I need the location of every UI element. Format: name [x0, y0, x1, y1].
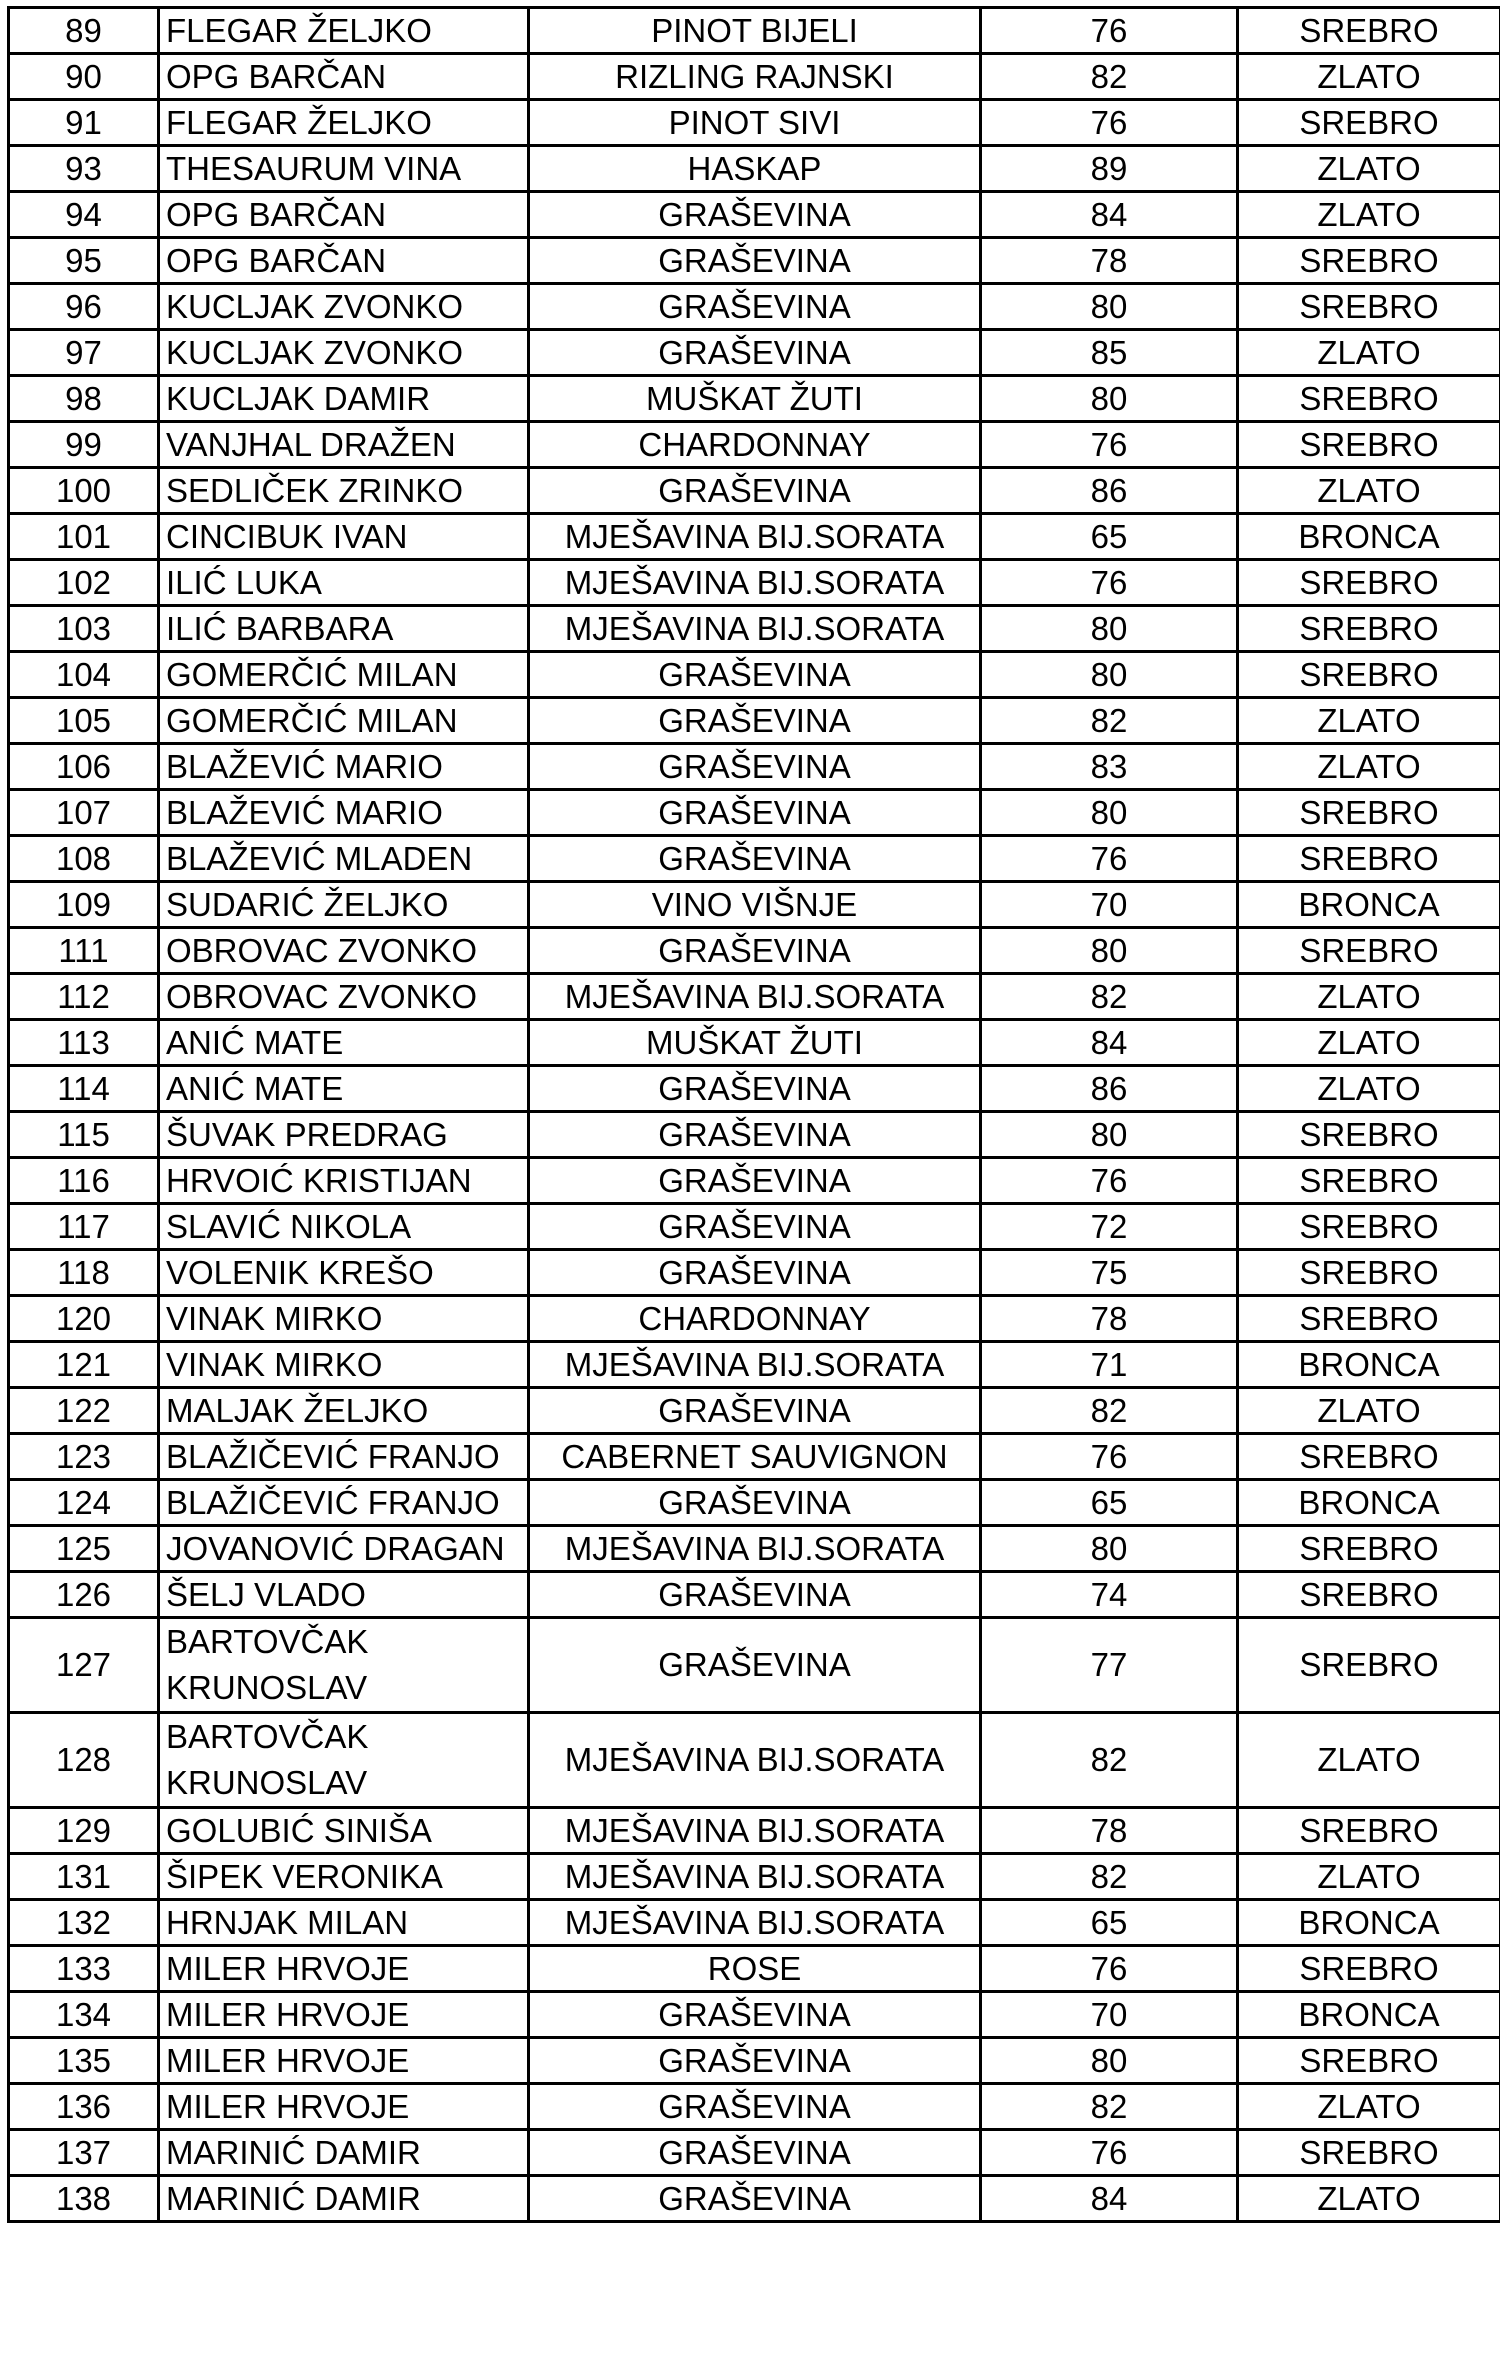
table-row — [9, 698, 1500, 744]
medal-cell: ZLATO — [1238, 744, 1500, 790]
table-row — [9, 2176, 1500, 2222]
medal-cell: ZLATO — [1238, 1388, 1500, 1434]
entry-number-cell: 123 — [9, 1434, 159, 1480]
entry-number-cell: 116 — [9, 1158, 159, 1204]
table-row — [9, 928, 1500, 974]
medal-cell: ZLATO — [1238, 468, 1500, 514]
producer-name-cell: BLAŽIČEVIĆ FRANJO — [159, 1434, 529, 1480]
producer-name-cell: ŠIPEK VERONIKA — [159, 1854, 529, 1900]
medal-cell: ZLATO — [1238, 2084, 1500, 2130]
entry-number-cell: 105 — [9, 698, 159, 744]
producer-name-cell: MILER HRVOJE — [159, 1992, 529, 2038]
wine-variety-cell: MJEŠAVINA BIJ.SORATA — [529, 1808, 981, 1854]
score-cell: 82 — [981, 2084, 1238, 2130]
wine-variety-cell: CHARDONNAY — [529, 1296, 981, 1342]
medal-cell: BRONCA — [1238, 1480, 1500, 1526]
table-row — [9, 8, 1500, 54]
table-row — [9, 2038, 1500, 2084]
producer-name-cell: KUCLJAK ZVONKO — [159, 284, 529, 330]
score-cell: 76 — [981, 836, 1238, 882]
table-row — [9, 1572, 1500, 1618]
table-row — [9, 744, 1500, 790]
producer-name-cell: SLAVIĆ NIKOLA — [159, 1204, 529, 1250]
medal-cell: ZLATO — [1238, 1854, 1500, 1900]
wine-variety-cell: GRAŠEVINA — [529, 698, 981, 744]
producer-name-cell: MARINIĆ DAMIR — [159, 2176, 529, 2222]
producer-name-cell: BLAŽEVIĆ MLADEN — [159, 836, 529, 882]
wine-variety-cell: GRAŠEVINA — [529, 192, 981, 238]
score-cell: 80 — [981, 284, 1238, 330]
producer-name-cell: ANIĆ MATE — [159, 1020, 529, 1066]
producer-name-cell: THESAURUM VINA — [159, 146, 529, 192]
score-cell: 80 — [981, 790, 1238, 836]
table-row — [9, 514, 1500, 560]
entry-number-cell: 125 — [9, 1526, 159, 1572]
score-cell: 65 — [981, 1900, 1238, 1946]
medal-cell: SREBRO — [1238, 1526, 1500, 1572]
medal-cell: SREBRO — [1238, 238, 1500, 284]
score-cell: 80 — [981, 376, 1238, 422]
entry-number-cell: 96 — [9, 284, 159, 330]
table-row — [9, 606, 1500, 652]
wine-variety-cell: GRAŠEVINA — [529, 2084, 981, 2130]
score-cell: 80 — [981, 1112, 1238, 1158]
wine-variety-cell: GRAŠEVINA — [529, 928, 981, 974]
producer-name-cell: MALJAK ŽELJKO — [159, 1388, 529, 1434]
wine-variety-cell: GRAŠEVINA — [529, 468, 981, 514]
wine-variety-cell: GRAŠEVINA — [529, 1480, 981, 1526]
medal-cell: SREBRO — [1238, 606, 1500, 652]
entry-number-cell: 131 — [9, 1854, 159, 1900]
entry-number-cell: 104 — [9, 652, 159, 698]
score-cell: 84 — [981, 192, 1238, 238]
medal-cell: ZLATO — [1238, 698, 1500, 744]
entry-number-cell: 136 — [9, 2084, 159, 2130]
medal-cell: ZLATO — [1238, 192, 1500, 238]
entry-number-cell: 113 — [9, 1020, 159, 1066]
medal-cell: ZLATO — [1238, 974, 1500, 1020]
producer-name-cell: VANJHAL DRAŽEN — [159, 422, 529, 468]
score-cell: 76 — [981, 2130, 1238, 2176]
medal-cell: SREBRO — [1238, 376, 1500, 422]
producer-name-cell: VOLENIK KREŠO — [159, 1250, 529, 1296]
table-row — [9, 376, 1500, 422]
medal-cell: SREBRO — [1238, 1434, 1500, 1480]
medal-cell: SREBRO — [1238, 1618, 1500, 1713]
producer-name-cell: BLAŽIČEVIĆ FRANJO — [159, 1480, 529, 1526]
entry-number-cell: 132 — [9, 1900, 159, 1946]
medal-cell: SREBRO — [1238, 100, 1500, 146]
medal-cell: BRONCA — [1238, 882, 1500, 928]
medal-cell: ZLATO — [1238, 330, 1500, 376]
table-row — [9, 836, 1500, 882]
producer-name-cell: MILER HRVOJE — [159, 2038, 529, 2084]
medal-cell: SREBRO — [1238, 2130, 1500, 2176]
medal-cell: SREBRO — [1238, 422, 1500, 468]
medal-cell: ZLATO — [1238, 54, 1500, 100]
producer-name-cell: ILIĆ LUKA — [159, 560, 529, 606]
wine-variety-cell: GRAŠEVINA — [529, 2176, 981, 2222]
entry-number-cell: 106 — [9, 744, 159, 790]
score-cell: 70 — [981, 882, 1238, 928]
score-cell: 82 — [981, 1854, 1238, 1900]
medal-cell: SREBRO — [1238, 652, 1500, 698]
table-row — [9, 1808, 1500, 1854]
score-cell: 78 — [981, 1296, 1238, 1342]
producer-name-cell: MILER HRVOJE — [159, 1946, 529, 1992]
score-cell: 84 — [981, 1020, 1238, 1066]
medal-cell: ZLATO — [1238, 2176, 1500, 2222]
medal-cell: SREBRO — [1238, 284, 1500, 330]
medal-cell: SREBRO — [1238, 1808, 1500, 1854]
wine-variety-cell: GRAŠEVINA — [529, 1618, 981, 1713]
producer-name-cell: CINCIBUK IVAN — [159, 514, 529, 560]
score-cell: 86 — [981, 468, 1238, 514]
entry-number-cell: 103 — [9, 606, 159, 652]
producer-name-cell: KUCLJAK ZVONKO — [159, 330, 529, 376]
wine-variety-cell: MJEŠAVINA BIJ.SORATA — [529, 1854, 981, 1900]
entry-number-cell: 133 — [9, 1946, 159, 1992]
table-row — [9, 146, 1500, 192]
producer-name-cell: SUDARIĆ ŽELJKO — [159, 882, 529, 928]
producer-name-cell: MARINIĆ DAMIR — [159, 2130, 529, 2176]
score-cell: 76 — [981, 1946, 1238, 1992]
medal-cell: SREBRO — [1238, 1158, 1500, 1204]
score-cell: 83 — [981, 744, 1238, 790]
wine-variety-cell: GRAŠEVINA — [529, 1572, 981, 1618]
medal-cell: ZLATO — [1238, 1066, 1500, 1112]
table-row — [9, 790, 1500, 836]
entry-number-cell: 109 — [9, 882, 159, 928]
table-row — [9, 468, 1500, 514]
medal-cell: BRONCA — [1238, 1900, 1500, 1946]
wine-variety-cell: PINOT BIJELI — [529, 8, 981, 54]
table-row — [9, 974, 1500, 1020]
entry-number-cell: 101 — [9, 514, 159, 560]
producer-name-cell: BLAŽEVIĆ MARIO — [159, 744, 529, 790]
producer-name-cell: ŠUVAK PREDRAG — [159, 1112, 529, 1158]
producer-name-cell: ŠELJ VLADO — [159, 1572, 529, 1618]
table-row — [9, 1434, 1500, 1480]
entry-number-cell: 95 — [9, 238, 159, 284]
wine-variety-cell: HASKAP — [529, 146, 981, 192]
table-row — [9, 1946, 1500, 1992]
wine-variety-cell: MJEŠAVINA BIJ.SORATA — [529, 560, 981, 606]
wine-variety-cell: GRAŠEVINA — [529, 1388, 981, 1434]
entry-number-cell: 120 — [9, 1296, 159, 1342]
wine-variety-cell: GRAŠEVINA — [529, 2038, 981, 2084]
entry-number-cell: 100 — [9, 468, 159, 514]
producer-name-cell: GOMERČIĆ MILAN — [159, 698, 529, 744]
score-cell: 86 — [981, 1066, 1238, 1112]
wine-variety-cell: GRAŠEVINA — [529, 652, 981, 698]
entry-number-cell: 93 — [9, 146, 159, 192]
table-row — [9, 1854, 1500, 1900]
wine-variety-cell: PINOT SIVI — [529, 100, 981, 146]
wine-variety-cell: GRAŠEVINA — [529, 1204, 981, 1250]
table-row — [9, 330, 1500, 376]
entry-number-cell: 138 — [9, 2176, 159, 2222]
wine-variety-cell: GRAŠEVINA — [529, 2130, 981, 2176]
medal-cell: SREBRO — [1238, 1112, 1500, 1158]
table-row — [9, 1112, 1500, 1158]
medal-cell: SREBRO — [1238, 1204, 1500, 1250]
entry-number-cell: 102 — [9, 560, 159, 606]
score-cell: 82 — [981, 1713, 1238, 1808]
table-row — [9, 284, 1500, 330]
wine-variety-cell: GRAŠEVINA — [529, 238, 981, 284]
entry-number-cell: 128 — [9, 1713, 159, 1808]
wine-variety-cell: GRAŠEVINA — [529, 1158, 981, 1204]
wine-variety-cell: MJEŠAVINA BIJ.SORATA — [529, 1900, 981, 1946]
wine-variety-cell: VINO VIŠNJE — [529, 882, 981, 928]
results-table — [7, 6, 1500, 2223]
producer-name-cell: BARTOVČAK KRUNOSLAV — [159, 1713, 529, 1808]
table-row — [9, 1388, 1500, 1434]
wine-variety-cell: ROSE — [529, 1946, 981, 1992]
wine-variety-cell: GRAŠEVINA — [529, 1992, 981, 2038]
score-cell: 89 — [981, 146, 1238, 192]
wine-variety-cell: CABERNET SAUVIGNON — [529, 1434, 981, 1480]
table-row — [9, 1296, 1500, 1342]
wine-variety-cell: GRAŠEVINA — [529, 790, 981, 836]
score-cell: 80 — [981, 606, 1238, 652]
medal-cell: SREBRO — [1238, 560, 1500, 606]
producer-name-cell: SEDLIČEK ZRINKO — [159, 468, 529, 514]
entry-number-cell: 98 — [9, 376, 159, 422]
wine-variety-cell: GRAŠEVINA — [529, 1250, 981, 1296]
medal-cell: SREBRO — [1238, 8, 1500, 54]
table-row — [9, 192, 1500, 238]
wine-variety-cell: MJEŠAVINA BIJ.SORATA — [529, 606, 981, 652]
producer-name-cell: VINAK MIRKO — [159, 1342, 529, 1388]
table-row — [9, 1066, 1500, 1112]
entry-number-cell: 89 — [9, 8, 159, 54]
wine-variety-cell: GRAŠEVINA — [529, 284, 981, 330]
entry-number-cell: 129 — [9, 1808, 159, 1854]
entry-number-cell: 135 — [9, 2038, 159, 2084]
producer-name-cell: VINAK MIRKO — [159, 1296, 529, 1342]
score-cell: 76 — [981, 560, 1238, 606]
producer-name-cell: KUCLJAK DAMIR — [159, 376, 529, 422]
score-cell: 70 — [981, 1992, 1238, 2038]
medal-cell: ZLATO — [1238, 146, 1500, 192]
wine-variety-cell: GRAŠEVINA — [529, 744, 981, 790]
producer-name-cell: GOMERČIĆ MILAN — [159, 652, 529, 698]
producer-name-cell: OPG BARČAN — [159, 192, 529, 238]
producer-name-cell: OPG BARČAN — [159, 238, 529, 284]
score-cell: 76 — [981, 100, 1238, 146]
entry-number-cell: 121 — [9, 1342, 159, 1388]
producer-name-cell: JOVANOVIĆ DRAGAN — [159, 1526, 529, 1572]
score-cell: 78 — [981, 1808, 1238, 1854]
results-table-body — [9, 8, 1500, 2222]
score-cell: 72 — [981, 1204, 1238, 1250]
producer-name-cell: BLAŽEVIĆ MARIO — [159, 790, 529, 836]
table-row — [9, 238, 1500, 284]
medal-cell: BRONCA — [1238, 514, 1500, 560]
entry-number-cell: 97 — [9, 330, 159, 376]
table-row — [9, 1526, 1500, 1572]
entry-number-cell: 90 — [9, 54, 159, 100]
table-row — [9, 1713, 1500, 1808]
medal-cell: SREBRO — [1238, 1946, 1500, 1992]
medal-cell: BRONCA — [1238, 1342, 1500, 1388]
table-row — [9, 54, 1500, 100]
wine-variety-cell: MUŠKAT ŽUTI — [529, 376, 981, 422]
table-row — [9, 882, 1500, 928]
medal-cell: SREBRO — [1238, 928, 1500, 974]
score-cell: 84 — [981, 2176, 1238, 2222]
entry-number-cell: 107 — [9, 790, 159, 836]
table-row — [9, 1020, 1500, 1066]
table-row — [9, 1618, 1500, 1713]
score-cell: 82 — [981, 54, 1238, 100]
entry-number-cell: 94 — [9, 192, 159, 238]
entry-number-cell: 99 — [9, 422, 159, 468]
entry-number-cell: 134 — [9, 1992, 159, 2038]
score-cell: 74 — [981, 1572, 1238, 1618]
wine-variety-cell: MJEŠAVINA BIJ.SORATA — [529, 1526, 981, 1572]
medal-cell: SREBRO — [1238, 790, 1500, 836]
wine-variety-cell: CHARDONNAY — [529, 422, 981, 468]
score-cell: 71 — [981, 1342, 1238, 1388]
table-row — [9, 1480, 1500, 1526]
wine-variety-cell: RIZLING RAJNSKI — [529, 54, 981, 100]
wine-variety-cell: MJEŠAVINA BIJ.SORATA — [529, 1713, 981, 1808]
table-row — [9, 2130, 1500, 2176]
entry-number-cell: 126 — [9, 1572, 159, 1618]
table-row — [9, 422, 1500, 468]
producer-name-cell: BARTOVČAK KRUNOSLAV — [159, 1618, 529, 1713]
entry-number-cell: 127 — [9, 1618, 159, 1713]
score-cell: 80 — [981, 2038, 1238, 2084]
wine-variety-cell: MJEŠAVINA BIJ.SORATA — [529, 1342, 981, 1388]
producer-name-cell: ANIĆ MATE — [159, 1066, 529, 1112]
score-cell: 78 — [981, 238, 1238, 284]
score-cell: 82 — [981, 698, 1238, 744]
table-row — [9, 1992, 1500, 2038]
score-cell: 85 — [981, 330, 1238, 376]
score-cell: 80 — [981, 652, 1238, 698]
wine-variety-cell: GRAŠEVINA — [529, 1112, 981, 1158]
score-cell: 76 — [981, 1434, 1238, 1480]
medal-cell: ZLATO — [1238, 1020, 1500, 1066]
entry-number-cell: 108 — [9, 836, 159, 882]
producer-name-cell: HRNJAK MILAN — [159, 1900, 529, 1946]
entry-number-cell: 115 — [9, 1112, 159, 1158]
table-row — [9, 560, 1500, 606]
score-cell: 80 — [981, 928, 1238, 974]
table-row — [9, 1342, 1500, 1388]
medal-cell: SREBRO — [1238, 1572, 1500, 1618]
score-cell: 76 — [981, 1158, 1238, 1204]
medal-cell: SREBRO — [1238, 1296, 1500, 1342]
score-cell: 82 — [981, 974, 1238, 1020]
medal-cell: SREBRO — [1238, 1250, 1500, 1296]
producer-name-cell: OBROVAC ZVONKO — [159, 974, 529, 1020]
entry-number-cell: 122 — [9, 1388, 159, 1434]
wine-variety-cell: GRAŠEVINA — [529, 836, 981, 882]
table-row — [9, 1900, 1500, 1946]
score-cell: 65 — [981, 514, 1238, 560]
score-cell: 77 — [981, 1618, 1238, 1713]
wine-variety-cell: MUŠKAT ŽUTI — [529, 1020, 981, 1066]
table-row — [9, 2084, 1500, 2130]
medal-cell: ZLATO — [1238, 1713, 1500, 1808]
producer-name-cell: HRVOIĆ KRISTIJAN — [159, 1158, 529, 1204]
score-cell: 82 — [981, 1388, 1238, 1434]
table-row — [9, 652, 1500, 698]
table-row — [9, 100, 1500, 146]
medal-cell: SREBRO — [1238, 836, 1500, 882]
entry-number-cell: 118 — [9, 1250, 159, 1296]
table-row — [9, 1158, 1500, 1204]
wine-variety-cell: GRAŠEVINA — [529, 1066, 981, 1112]
score-cell: 75 — [981, 1250, 1238, 1296]
entry-number-cell: 112 — [9, 974, 159, 1020]
score-cell: 76 — [981, 8, 1238, 54]
producer-name-cell: OPG BARČAN — [159, 54, 529, 100]
medal-cell: BRONCA — [1238, 1992, 1500, 2038]
producer-name-cell: FLEGAR ŽELJKO — [159, 100, 529, 146]
table-row — [9, 1204, 1500, 1250]
table-row — [9, 1250, 1500, 1296]
medal-cell: SREBRO — [1238, 2038, 1500, 2084]
producer-name-cell: ILIĆ BARBARA — [159, 606, 529, 652]
entry-number-cell: 111 — [9, 928, 159, 974]
entry-number-cell: 91 — [9, 100, 159, 146]
score-cell: 76 — [981, 422, 1238, 468]
entry-number-cell: 117 — [9, 1204, 159, 1250]
producer-name-cell: MILER HRVOJE — [159, 2084, 529, 2130]
score-cell: 65 — [981, 1480, 1238, 1526]
wine-variety-cell: MJEŠAVINA BIJ.SORATA — [529, 514, 981, 560]
entry-number-cell: 137 — [9, 2130, 159, 2176]
wine-variety-cell: MJEŠAVINA BIJ.SORATA — [529, 974, 981, 1020]
producer-name-cell: FLEGAR ŽELJKO — [159, 8, 529, 54]
entry-number-cell: 124 — [9, 1480, 159, 1526]
wine-variety-cell: GRAŠEVINA — [529, 330, 981, 376]
producer-name-cell: OBROVAC ZVONKO — [159, 928, 529, 974]
entry-number-cell: 114 — [9, 1066, 159, 1112]
score-cell: 80 — [981, 1526, 1238, 1572]
producer-name-cell: GOLUBIĆ SINIŠA — [159, 1808, 529, 1854]
